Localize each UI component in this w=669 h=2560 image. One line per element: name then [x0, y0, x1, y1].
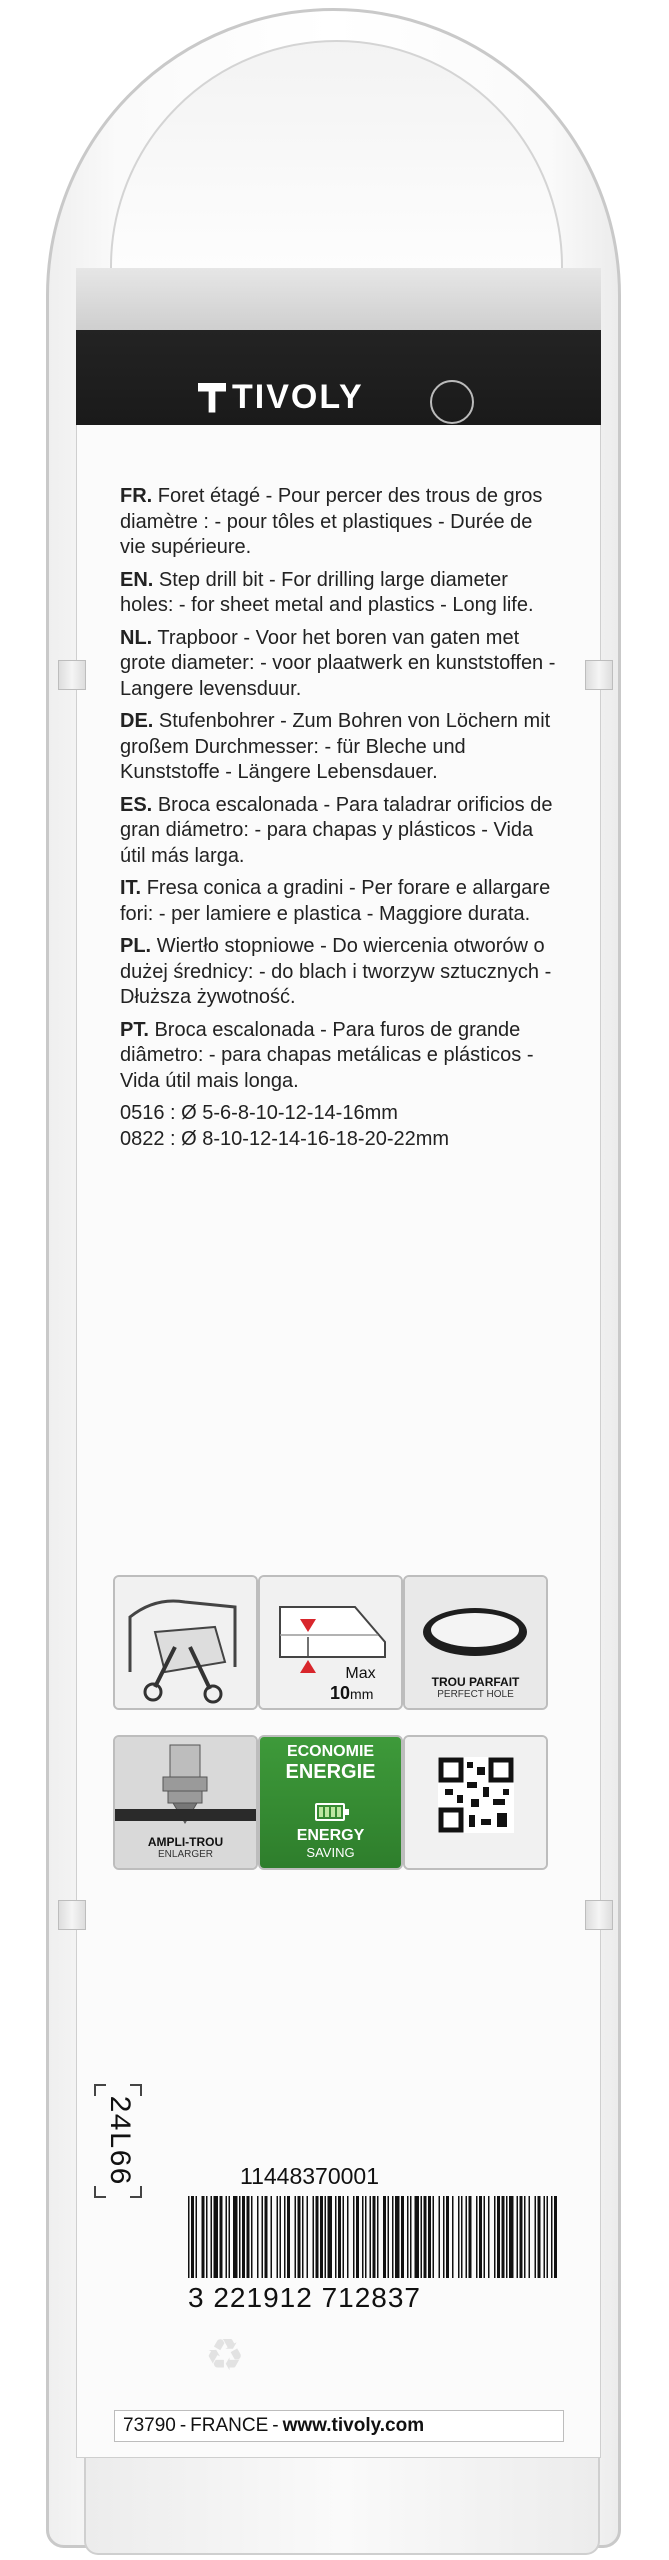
enlarger-fr: AMPLI-TROU	[147, 1835, 224, 1849]
batch-code	[100, 2090, 136, 2190]
size-specs	[120, 1101, 560, 1152]
max-value: 10	[330, 1683, 351, 1703]
desc-it: IT. Fresa conica a gradini - Per forare e allargare fori: - per lamiere e plastica - Maggiore durata.	[120, 877, 551, 925]
barcode	[188, 2196, 558, 2278]
perfect-hole-icon	[403, 1575, 548, 1710]
brand-name: TIVOLY	[232, 378, 364, 416]
developed-seal-icon	[430, 380, 474, 424]
eco-fr-line1: ECONOMIE	[286, 1743, 375, 1760]
footer-country: FRANCE	[190, 2415, 269, 2436]
footer-bar: 73790 - FRANCE - www.tivoly.com	[114, 2410, 564, 2442]
enlarger-en: ENLARGER	[157, 1849, 213, 1860]
blister-clip-left-top	[58, 660, 86, 690]
desc-es: ES. Broca escalonada - Para taladrar orificios de gran diámetro: - para chapas y plásticos - Vida útil más larga.	[120, 793, 553, 867]
desc-de: DE. Stufenbohrer - Zum Bohren von Löchern mit großem Durchmesser: - für Bleche und Kunststoffe - Längere Lebensdauer.	[120, 710, 551, 783]
cutting-plate-icon	[113, 1575, 258, 1710]
desc-nl: NL. Trapboor - Voor het boren van gaten met grote diameter: - voor plaatwerk en kunststoffen - Langere levensduur.	[120, 626, 556, 700]
desc-pt: PT. Broca escalonada - Para furos de grande diâmetro: - para chapas metálicas e plásticos - Vida útil mais longa.	[120, 1018, 534, 1092]
reference-number: 11448370001	[240, 2163, 379, 2189]
qr-code-icon	[403, 1735, 548, 1870]
description-block	[120, 484, 560, 1152]
spec-0516: 0516 : Ø 5-6-8-10-12-14-16mm	[120, 1102, 398, 1124]
max-unit: mm	[350, 1686, 374, 1702]
blister-bottom-tab	[84, 2458, 600, 2555]
perfect-hole-fr: TROU PARFAIT	[431, 1675, 520, 1689]
max-thickness-icon	[258, 1575, 403, 1710]
max-value-group	[330, 1683, 373, 1704]
blister-clip-right-top	[585, 660, 613, 690]
footer-code: 73790	[123, 2415, 176, 2436]
footer-website[interactable]: www.tivoly.com	[282, 2415, 425, 2436]
tivoly-mark-icon	[198, 383, 226, 413]
brand-logo	[198, 378, 364, 417]
blister-clip-left-bottom	[58, 1900, 86, 1930]
desc-pl: PL. Wiertło stopniowe - Do wiercenia otworów o dużej średnicy: - do blach i tworzyw sztucznych - Dłuższa żywotność.	[120, 935, 552, 1008]
max-label: Max	[345, 1665, 376, 1682]
eco-fr-line2: ENERGIE	[285, 1761, 376, 1783]
enlarger-icon	[113, 1735, 258, 1870]
perfect-hole-en: PERFECT HOLE	[437, 1689, 514, 1700]
recycle-watermark-icon: ♻	[205, 2331, 245, 2380]
desc-en: EN. Step drill bit - For drilling large diameter holes: - for sheet metal and plastics - Long life.	[120, 568, 534, 616]
desc-fr: FR. Foret étagé - Pour percer des trous de gros diamètre : - pour tôles et plastiques - Durée de vie supérieure.	[120, 485, 543, 558]
battery-icon	[315, 1803, 345, 1821]
header-top-band	[76, 268, 601, 331]
spec-0822: 0822 : Ø 8-10-12-14-16-18-20-22mm	[120, 1127, 450, 1150]
ean-number: 3 221912 712837	[188, 2282, 421, 2313]
blister-clip-right-bottom	[585, 1900, 613, 1930]
eco-en-line1: ENERGY	[296, 1827, 365, 1844]
energy-saving-badge	[258, 1735, 403, 1870]
eco-en-line2: SAVING	[306, 1845, 355, 1860]
batch-code-text: 24L66	[101, 2094, 136, 2186]
